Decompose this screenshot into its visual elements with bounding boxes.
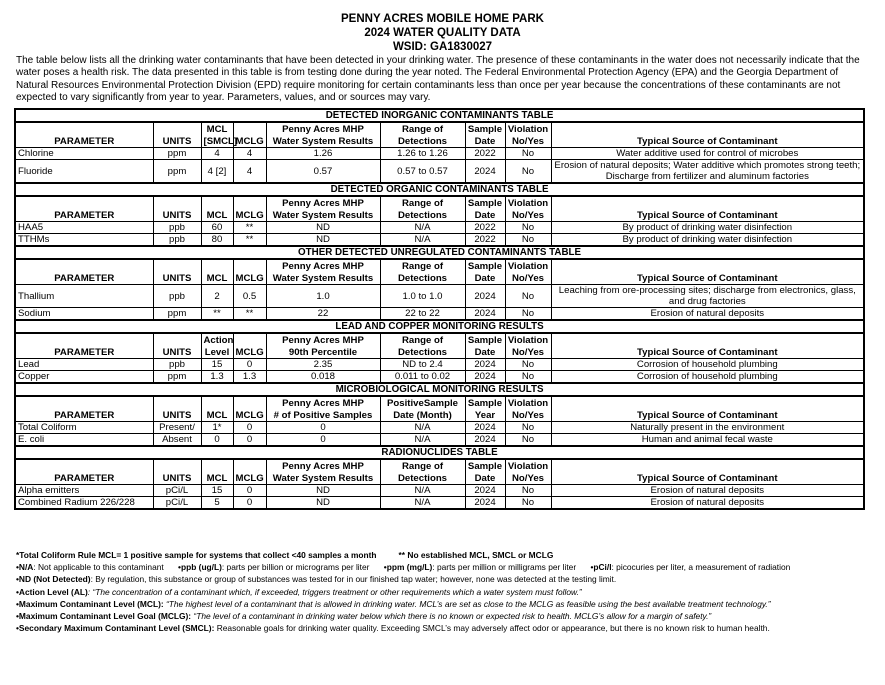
- header-row-top: [15, 196, 864, 209]
- source-cell: Corrosion of household plumbing: [551, 359, 864, 371]
- source-cell: By product of drinking water disinfection: [551, 222, 864, 234]
- column-header: [SMCL]: [201, 135, 233, 148]
- date-cell: 2024: [465, 371, 505, 384]
- column-header: Typical Source of Contaminant: [551, 135, 864, 148]
- term-na: •N/A: [16, 562, 34, 573]
- column-header: Detections: [380, 272, 465, 285]
- table-row: [15, 160, 864, 184]
- parameter-cell: Combined Radium 226/228: [15, 497, 153, 510]
- units-cell: pCi/L: [153, 485, 201, 497]
- violation-cell: No: [505, 148, 551, 160]
- column-header-top: Range of: [380, 122, 465, 135]
- column-header-top: [551, 196, 864, 209]
- column-header-top: Sample: [465, 396, 505, 409]
- table-row: [15, 148, 864, 160]
- def-nd: : By regulation, this substance or group of substances was tested for in our finished tap water; however, none was detected at the testing limit.: [90, 574, 617, 585]
- violation-cell: No: [505, 234, 551, 247]
- column-header: No/Yes: [505, 472, 551, 485]
- column-header-top: [551, 333, 864, 346]
- range-cell: 1.26 to 1.26: [380, 148, 465, 160]
- footnote-no-mcl: ** No established MCL, SMCL or MCLG: [398, 550, 554, 560]
- footnote-row-smcl: [16, 622, 876, 634]
- column-header-top: Range of: [380, 259, 465, 272]
- column-header-top: [551, 259, 864, 272]
- source-cell: Water additive used for control of microbes: [551, 148, 864, 160]
- mcl-cell: 5: [201, 497, 233, 510]
- section-title: DETECTED ORGANIC CONTAMINANTS TABLE: [15, 183, 864, 196]
- units-cell: ppm: [153, 160, 201, 184]
- table-row: [15, 485, 864, 497]
- section-title: MICROBIOLOGICAL MONITORING RESULTS: [15, 383, 864, 396]
- result-cell: 0.018: [266, 371, 380, 384]
- column-header-top: [233, 122, 266, 135]
- parameter-cell: Alpha emitters: [15, 485, 153, 497]
- column-header: PARAMETER: [15, 346, 153, 359]
- section-title-row: [15, 183, 864, 196]
- parameter-cell: Chlorine: [15, 148, 153, 160]
- range-cell: 22 to 22: [380, 308, 465, 321]
- table-row: [15, 371, 864, 384]
- header-title: PENNY ACRES MOBILE HOME PARK: [341, 13, 544, 25]
- column-header: MCL: [201, 409, 233, 422]
- column-header: Date: [465, 346, 505, 359]
- column-header-top: [15, 396, 153, 409]
- source-cell: Human and animal fecal waste: [551, 434, 864, 447]
- footnote-row-mcl: [16, 598, 876, 610]
- def-mclg: “The level of a contaminant in drinking water below which there is no known or expected risk to health. MCLG’s allow for a margin of safety.”: [191, 611, 712, 622]
- column-header-top: Penny Acres MHP: [266, 196, 380, 209]
- table-row: [15, 308, 864, 321]
- result-cell: 2.35: [266, 359, 380, 371]
- mclg-cell: **: [233, 234, 266, 247]
- date-cell: 2022: [465, 148, 505, 160]
- column-header: Date: [465, 209, 505, 222]
- column-header: Detections: [380, 346, 465, 359]
- column-header: PARAMETER: [15, 472, 153, 485]
- column-header: Typical Source of Contaminant: [551, 209, 864, 222]
- section-title-row: [15, 383, 864, 396]
- parameter-cell: TTHMs: [15, 234, 153, 247]
- date-cell: 2024: [465, 308, 505, 321]
- parameter-cell: Thallium: [15, 285, 153, 308]
- mcl-cell: 1*: [201, 422, 233, 434]
- def-ppb: : parts per billion or micrograms per liter: [221, 562, 370, 573]
- table-row: [15, 497, 864, 510]
- date-cell: 2024: [465, 422, 505, 434]
- column-header-top: Penny Acres MHP: [266, 396, 380, 409]
- column-header-top: [153, 396, 201, 409]
- column-header-top: [233, 333, 266, 346]
- header-row-bottom: [15, 209, 864, 222]
- violation-cell: No: [505, 285, 551, 308]
- violation-cell: No: [505, 222, 551, 234]
- violation-cell: No: [505, 434, 551, 447]
- result-cell: ND: [266, 222, 380, 234]
- mclg-cell: 0: [233, 434, 266, 447]
- parameter-cell: Fluoride: [15, 160, 153, 184]
- def-mcl: “The highest level of a contaminant that is allowed in drinking water. MCL’s are set as close to the MCLG as feasible using the best available treatment technology.”: [163, 598, 771, 609]
- header-row-bottom: [15, 409, 864, 422]
- source-cell: Naturally present in the environment: [551, 422, 864, 434]
- column-header: Detections: [380, 209, 465, 222]
- column-header-top: [153, 196, 201, 209]
- column-header: MCL: [201, 209, 233, 222]
- column-header-top: MCL: [201, 122, 233, 135]
- header-subtitle: 2024 WATER QUALITY DATA: [364, 27, 521, 39]
- term-mclg: •Maximum Contaminant Level Goal (MCLG):: [16, 611, 192, 622]
- column-header-top: [201, 259, 233, 272]
- date-cell: 2024: [465, 160, 505, 184]
- column-header: Water System Results: [266, 209, 380, 222]
- result-cell: 1.26: [266, 148, 380, 160]
- header-row-top: [15, 259, 864, 272]
- column-header: UNITS: [153, 209, 201, 222]
- table-row: [15, 359, 864, 371]
- result-cell: 1.0: [266, 285, 380, 308]
- column-header: No/Yes: [505, 272, 551, 285]
- column-header-top: [201, 396, 233, 409]
- column-header: MCLG: [233, 272, 266, 285]
- range-cell: 1.0 to 1.0: [380, 285, 465, 308]
- mcl-cell: 15: [201, 485, 233, 497]
- result-cell: ND: [266, 497, 380, 510]
- mclg-cell: 0: [233, 422, 266, 434]
- column-header: Date: [465, 472, 505, 485]
- column-header: PARAMETER: [15, 409, 153, 422]
- term-nd: •ND (Not Detected): [16, 574, 91, 585]
- column-header-top: Penny Acres MHP: [266, 122, 380, 135]
- footnote-row-1: [16, 549, 876, 561]
- def-smcl: Reasonable goals for drinking water quality. Exceeding SMCL’s may adversely affect odor or appearance, but there is no known risk to human health.: [214, 623, 770, 634]
- source-cell: Erosion of natural deposits: [551, 308, 864, 321]
- date-cell: 2024: [465, 434, 505, 447]
- parameter-cell: Sodium: [15, 308, 153, 321]
- units-cell: Present/: [153, 422, 201, 434]
- column-header: No/Yes: [505, 209, 551, 222]
- column-header: Water System Results: [266, 272, 380, 285]
- range-cell: 0.011 to 0.02: [380, 371, 465, 384]
- column-header: No/Yes: [505, 346, 551, 359]
- parameter-cell: E. coli: [15, 434, 153, 447]
- column-header: MCL: [201, 272, 233, 285]
- term-al: •Action Level (AL): [16, 586, 88, 597]
- units-cell: ppb: [153, 222, 201, 234]
- mclg-cell: 4: [233, 160, 266, 184]
- date-cell: 2024: [465, 285, 505, 308]
- header-row-bottom: [15, 472, 864, 485]
- column-header: MCLG: [233, 409, 266, 422]
- footnote-row-mclg: [16, 610, 876, 622]
- column-header-top: [15, 122, 153, 135]
- footnote-row-2: [16, 561, 876, 573]
- date-cell: 2024: [465, 497, 505, 510]
- column-header-top: [201, 196, 233, 209]
- violation-cell: No: [505, 308, 551, 321]
- mcl-cell: 80: [201, 234, 233, 247]
- mclg-cell: 0: [233, 359, 266, 371]
- def-al: : “The concentration of a contaminant which, if exceeded, triggers treatment or other requirements which a water system must follow.”: [87, 586, 582, 597]
- column-header-top: [233, 396, 266, 409]
- column-header: # of Positive Samples: [266, 409, 380, 422]
- units-cell: ppm: [153, 148, 201, 160]
- footnote-tcr: *Total Coliform Rule MCL= 1 positive sample for systems that collect <40 samples a month: [16, 550, 377, 560]
- column-header: Detections: [380, 135, 465, 148]
- column-header-top: [551, 459, 864, 472]
- column-header-top: [233, 259, 266, 272]
- column-header: UNITS: [153, 409, 201, 422]
- source-cell: Erosion of natural deposits: [551, 497, 864, 510]
- column-header-top: [15, 196, 153, 209]
- section-title: OTHER DETECTED UNREGULATED CONTAMINANTS TABLE: [15, 246, 864, 259]
- column-header: UNITS: [153, 472, 201, 485]
- term-smcl: •Secondary Maximum Contaminant Level (SMCL):: [16, 623, 215, 634]
- column-header-top: [153, 259, 201, 272]
- source-cell: Corrosion of household plumbing: [551, 371, 864, 384]
- def-pci: : picocuries per liter, a measurement of radiation: [611, 562, 791, 573]
- column-header: Typical Source of Contaminant: [551, 409, 864, 422]
- column-header-top: Violation: [505, 259, 551, 272]
- source-cell: By product of drinking water disinfection: [551, 234, 864, 247]
- header-row-bottom: [15, 135, 864, 148]
- column-header-top: Sample: [465, 333, 505, 346]
- column-header: Level: [201, 346, 233, 359]
- header-wsid: WSID: GA1830027: [392, 41, 493, 53]
- column-header-top: Sample: [465, 196, 505, 209]
- column-header-top: Penny Acres MHP: [266, 459, 380, 472]
- mcl-cell: **: [201, 308, 233, 321]
- source-cell: Leaching from ore-processing sites; discharge from electronics, glass, and drug factories: [551, 285, 864, 308]
- column-header-top: Sample: [465, 122, 505, 135]
- column-header-top: [15, 259, 153, 272]
- column-header-top: Violation: [505, 196, 551, 209]
- column-header: Water System Results: [266, 472, 380, 485]
- date-cell: 2022: [465, 234, 505, 247]
- mcl-cell: 4 [2]: [201, 160, 233, 184]
- column-header: PARAMETER: [15, 272, 153, 285]
- def-na: : Not applicable to this contaminant: [33, 562, 164, 573]
- def-ppm: : parts per million or milligrams per liter: [432, 562, 577, 573]
- header-row-top: [15, 333, 864, 346]
- term-ppm: •ppm (mg/L): [383, 562, 433, 573]
- column-header-top: [233, 459, 266, 472]
- column-header-top: Action: [201, 333, 233, 346]
- header-row-top: [15, 396, 864, 409]
- mcl-cell: 0: [201, 434, 233, 447]
- table-row: [15, 222, 864, 234]
- header-row-bottom: [15, 272, 864, 285]
- range-cell: ND to 2.4: [380, 359, 465, 371]
- column-header: MCL: [201, 472, 233, 485]
- section-title-row: [15, 446, 864, 459]
- column-header-top: [15, 333, 153, 346]
- column-header: Typical Source of Contaminant: [551, 346, 864, 359]
- result-cell: 0: [266, 434, 380, 447]
- column-header-top: [153, 459, 201, 472]
- column-header: Date: [465, 135, 505, 148]
- violation-cell: No: [505, 371, 551, 384]
- column-header: Year: [465, 409, 505, 422]
- section-title: LEAD AND COPPER MONITORING RESULTS: [15, 320, 864, 333]
- column-header: No/Yes: [505, 135, 551, 148]
- footnotes: [16, 549, 876, 634]
- water-quality-table: [14, 108, 865, 510]
- source-cell: Erosion of natural deposits; Water additive which promotes strong teeth; Discharge from fertilizer and aluminum factories: [551, 160, 864, 184]
- column-header-top: Penny Acres MHP: [266, 333, 380, 346]
- range-cell: 0.57 to 0.57: [380, 160, 465, 184]
- document-header: [0, 0, 885, 54]
- violation-cell: No: [505, 160, 551, 184]
- column-header: PARAMETER: [15, 209, 153, 222]
- column-header-top: [153, 122, 201, 135]
- column-header: Date (Month): [380, 409, 465, 422]
- column-header-top: [201, 459, 233, 472]
- column-header: MCLG: [233, 346, 266, 359]
- column-header-top: Range of: [380, 459, 465, 472]
- column-header: PARAMETER: [15, 135, 153, 148]
- column-header-top: Penny Acres MHP: [266, 259, 380, 272]
- column-header: Detections: [380, 472, 465, 485]
- units-cell: ppb: [153, 234, 201, 247]
- parameter-cell: HAA5: [15, 222, 153, 234]
- result-cell: 0: [266, 422, 380, 434]
- source-cell: Erosion of natural deposits: [551, 485, 864, 497]
- mclg-cell: 1.3: [233, 371, 266, 384]
- date-cell: 2022: [465, 222, 505, 234]
- range-cell: N/A: [380, 422, 465, 434]
- units-cell: ppb: [153, 359, 201, 371]
- term-mcl: •Maximum Contaminant Level (MCL):: [16, 598, 164, 609]
- column-header-top: Range of: [380, 333, 465, 346]
- date-cell: 2024: [465, 359, 505, 371]
- section-title: DETECTED INORGANIC CONTAMINANTS TABLE: [15, 109, 864, 122]
- result-cell: ND: [266, 485, 380, 497]
- units-cell: ppb: [153, 285, 201, 308]
- column-header: Typical Source of Contaminant: [551, 272, 864, 285]
- range-cell: N/A: [380, 434, 465, 447]
- column-header-top: [551, 122, 864, 135]
- footnote-row-al: [16, 586, 876, 598]
- units-cell: ppm: [153, 308, 201, 321]
- term-pci: •pCi/l: [590, 562, 612, 573]
- result-cell: 0.57: [266, 160, 380, 184]
- mclg-cell: 4: [233, 148, 266, 160]
- header-row-top: [15, 122, 864, 135]
- column-header-top: Sample: [465, 259, 505, 272]
- header-row-bottom: [15, 346, 864, 359]
- units-cell: Absent: [153, 434, 201, 447]
- table-row: [15, 234, 864, 247]
- column-header-top: Range of: [380, 196, 465, 209]
- section-title-row: [15, 246, 864, 259]
- column-header: UNITS: [153, 135, 201, 148]
- date-cell: 2024: [465, 485, 505, 497]
- violation-cell: No: [505, 497, 551, 510]
- column-header: MCLG: [233, 472, 266, 485]
- mcl-cell: 4: [201, 148, 233, 160]
- parameter-cell: Total Coliform: [15, 422, 153, 434]
- column-header: UNITS: [153, 272, 201, 285]
- mcl-cell: 1.3: [201, 371, 233, 384]
- column-header: MCLG: [233, 209, 266, 222]
- column-header: MCLG: [233, 135, 266, 148]
- result-cell: ND: [266, 234, 380, 247]
- column-header: Date: [465, 272, 505, 285]
- range-cell: N/A: [380, 497, 465, 510]
- section-title-row: [15, 320, 864, 333]
- header-row-top: [15, 459, 864, 472]
- column-header-top: [153, 333, 201, 346]
- range-cell: N/A: [380, 222, 465, 234]
- column-header: 90th Percentile: [266, 346, 380, 359]
- column-header-top: Violation: [505, 122, 551, 135]
- column-header-top: PositiveSample: [380, 396, 465, 409]
- units-cell: pCi/L: [153, 497, 201, 510]
- intro-paragraph: The table below lists all the drinking water contaminants that have been detected in your drinking water. The presence of these contaminants in the water does not necessarily indicate that the water poses a health risk. The data presented in this table is from testing done during the year noted. The Federal Environmental Protection Agency (EPA) and the Georgia Department of Natural Resources Environmental Protection Division (EPD) require monitoring for certain contaminants less than once per year because the concentrations of these contaminants are not expected to vary significantly from year to year. Parameters, values, and or sources may vary.: [16, 55, 860, 104]
- column-header-top: [15, 459, 153, 472]
- units-cell: ppm: [153, 371, 201, 384]
- violation-cell: No: [505, 359, 551, 371]
- column-header-top: Violation: [505, 396, 551, 409]
- table-row: [15, 285, 864, 308]
- parameter-cell: Lead: [15, 359, 153, 371]
- mcl-cell: 2: [201, 285, 233, 308]
- section-title: RADIONUCLIDES TABLE: [15, 446, 864, 459]
- violation-cell: No: [505, 485, 551, 497]
- violation-cell: No: [505, 422, 551, 434]
- column-header: Typical Source of Contaminant: [551, 472, 864, 485]
- range-cell: N/A: [380, 485, 465, 497]
- column-header-top: [233, 196, 266, 209]
- column-header: No/Yes: [505, 409, 551, 422]
- mcl-cell: 15: [201, 359, 233, 371]
- section-title-row: [15, 109, 864, 122]
- footnote-row-nd: [16, 573, 876, 585]
- result-cell: 22: [266, 308, 380, 321]
- column-header-top: [551, 396, 864, 409]
- mclg-cell: **: [233, 308, 266, 321]
- column-header-top: Violation: [505, 333, 551, 346]
- mclg-cell: 0: [233, 497, 266, 510]
- mclg-cell: **: [233, 222, 266, 234]
- parameter-cell: Copper: [15, 371, 153, 384]
- column-header-top: Violation: [505, 459, 551, 472]
- range-cell: N/A: [380, 234, 465, 247]
- column-header: Water System Results: [266, 135, 380, 148]
- table-row: [15, 422, 864, 434]
- mcl-cell: 60: [201, 222, 233, 234]
- term-ppb: •ppb (ug/L): [178, 562, 222, 573]
- column-header-top: Sample: [465, 459, 505, 472]
- mclg-cell: 0.5: [233, 285, 266, 308]
- table-row: [15, 434, 864, 447]
- column-header: UNITS: [153, 346, 201, 359]
- mclg-cell: 0: [233, 485, 266, 497]
